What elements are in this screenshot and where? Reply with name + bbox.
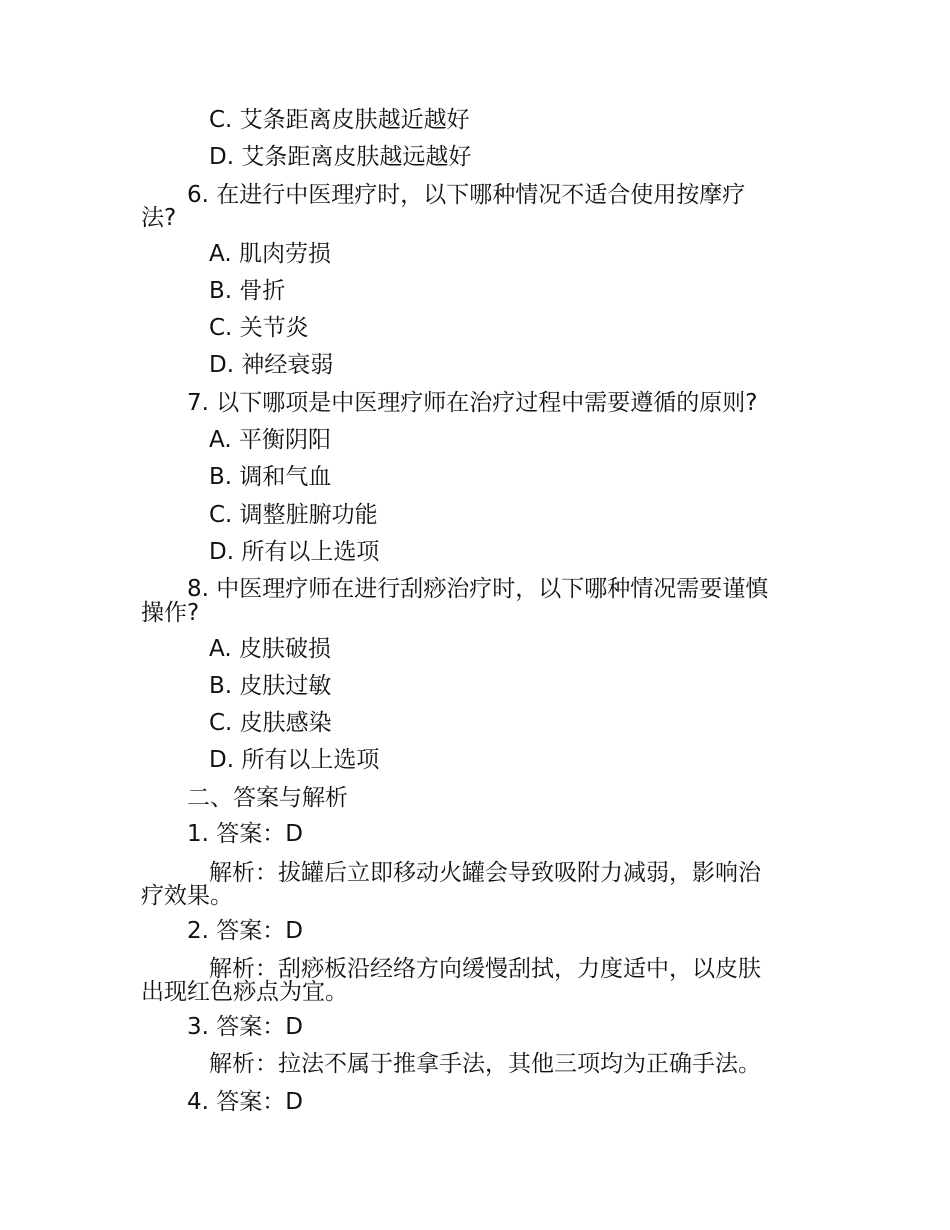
question-8-continued: 操作? (141, 600, 200, 626)
question-6-continued: 法? (141, 205, 177, 231)
q8-option-b: B. 皮肤过敏 (209, 673, 332, 699)
q7-option-d: D. 所有以上选项 (209, 539, 380, 565)
question-8: 8. 中医理疗师在进行刮痧治疗时，以下哪种情况需要谨慎 (187, 576, 769, 602)
answer-3: 3. 答案：D (187, 1014, 303, 1040)
q7-option-a: A. 平衡阴阳 (209, 427, 331, 453)
q8-option-d: D. 所有以上选项 (209, 747, 380, 773)
explanation-2: 解析：刮痧板沿经络方向缓慢刮拭，力度适中，以皮肤 (209, 956, 761, 982)
q7-option-b: B. 调和气血 (209, 464, 332, 490)
q8-option-a: A. 皮肤破损 (209, 636, 331, 662)
q5-option-c: C. 艾条距离皮肤越近越好 (209, 107, 470, 133)
explanation-1-continued: 疗效果。 (141, 883, 233, 909)
section-heading-answers: 二、答案与解析 (187, 785, 348, 811)
answer-4: 4. 答案：D (187, 1089, 303, 1115)
answer-2: 2. 答案：D (187, 918, 303, 944)
explanation-2-continued: 出现红色痧点为宜。 (141, 979, 348, 1005)
question-6: 6. 在进行中医理疗时，以下哪种情况不适合使用按摩疗 (187, 182, 746, 208)
q5-option-d: D. 艾条距离皮肤越远越好 (209, 144, 472, 170)
q6-option-b: B. 骨折 (209, 278, 286, 304)
q7-option-c: C. 调整脏腑功能 (209, 502, 378, 528)
q6-option-c: C. 关节炎 (209, 315, 309, 341)
q8-option-c: C. 皮肤感染 (209, 710, 332, 736)
explanation-1: 解析：拔罐后立即移动火罐会导致吸附力减弱，影响治 (209, 860, 761, 886)
q6-option-a: A. 肌肉劳损 (209, 241, 331, 267)
q6-option-d: D. 神经衰弱 (209, 352, 334, 378)
answer-1: 1. 答案：D (187, 821, 303, 847)
question-7: 7. 以下哪项是中医理疗师在治疗过程中需要遵循的原则? (187, 390, 758, 416)
explanation-3: 解析：拉法不属于推拿手法，其他三项均为正确手法。 (209, 1051, 761, 1077)
